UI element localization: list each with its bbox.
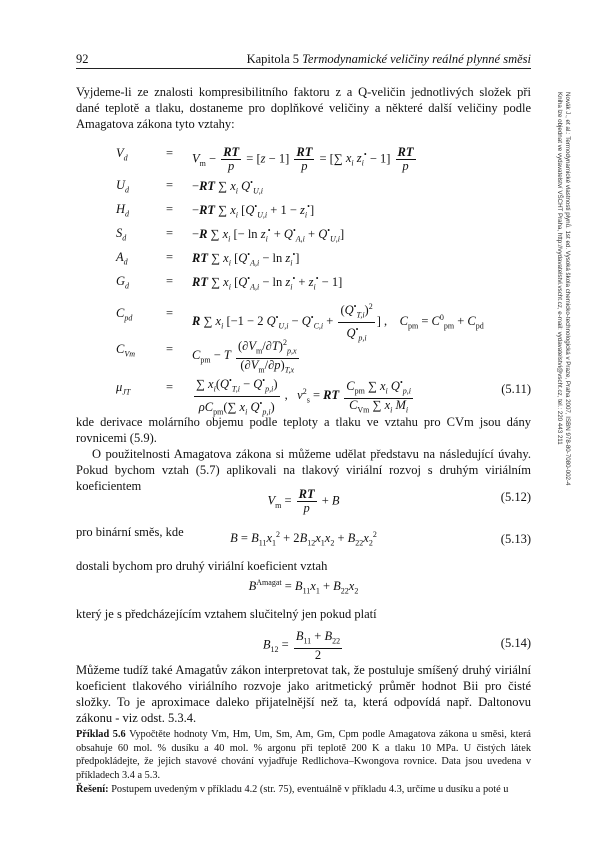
intro-paragraph: Vyjdeme-li ze znalosti kompresibilitního faktoru z a Q-veličin jednotlivých složek při dané teplotě a tlaku, dostaneme pro doplňkové veličiny a některé další veličiny podle Amagatova zákona tyto vztahy: xyxy=(76,85,531,131)
amagat-equation-system xyxy=(76,140,531,440)
citation-line-1: Novák J., et al.: Termodynamické vlastnosti plynů. 1st ed. Vysoká škola chemicko-technologická v Praze, Praha 2007, ISBN 978-80-7080-002-4 xyxy=(564,92,571,486)
eq-hd: $H_d$ = −RT ∑ $x_i$ $[Q^•_{U,i} + 1 - z_i^•]$ xyxy=(116,202,315,220)
eq-sd: $S_d$ = −R ∑ $x_i$ [− $\ln z_i^• + Q^•_{A,i} + Q^•_{U,i}$] xyxy=(116,226,345,244)
eq-vd: $V_d$ = $V_m$ − $\frac{RT}{p}$ = [z − 1] $\frac{RT}{p}$ = [∑ $x_i$ $z_i^• - 1$] $\frac{RT}{p}$ xyxy=(116,145,414,173)
eq-ad: $A_d$ = RT ∑ $x_i$ $[Q^•_{A,i} - \ln z_i^•]$ xyxy=(116,250,300,268)
eq-number-5-14: (5.14) xyxy=(500,636,531,650)
binary-mixture-text: pro binární směs, kde xyxy=(76,525,184,539)
applicability-paragraph: O použitelnosti Amagatova zákona si můžeme udělat představu na následující úvahy. Pokud bychom vztah (5.7) aplikovali na tlakový viriální rozvoj s druhým viriálním koeficientem xyxy=(76,447,531,493)
solution-text: Postupem uvedeným v příkladu 4.2 (str. 75), eventuálně v příkladu 4.3, určíme u dusíku a poté u xyxy=(111,784,509,795)
example-5-6 xyxy=(76,728,531,782)
eq-number-5-12: (5.12) xyxy=(500,490,531,504)
solution-label: Řešení: xyxy=(76,784,109,795)
eq-5-14: $B_{12}$ = $\frac{B_{11} + B_{22}}{2}$ (5.14) xyxy=(262,629,531,662)
eq-5-13: $B = B_{11}x_1^2 + 2B_{12}x_1x_2 + B_{22}x_2^2$ (5.13) xyxy=(230,530,531,548)
solution xyxy=(76,783,531,797)
chapter-heading xyxy=(247,52,531,67)
conclusion-paragraph: Můžeme tudíž také Amagatův zákon interpretovat tak, že postuluje smíšený druhý viriální koeficient tlakového viriálního rozvoje jako aritmetický průměr hodnot Bii pro čisté složky. To je aproximace daleko přijatelnější než ta, která odpovídá např. Daltonovu zákonu - viz odst. 5.3.4. xyxy=(76,663,531,725)
eq-ud: $U_d$ = −RT ∑ $x_i$ $Q^•_{U,i}$ xyxy=(116,178,263,196)
eq-number-5-13: (5.13) xyxy=(500,532,531,546)
page-number: 92 xyxy=(76,52,89,66)
eq-gd: $G_d$ = RT ∑ $x_i$ $[Q^•_{A,i} - \ln z_i^• + z_i^• - 1]$ xyxy=(116,274,343,292)
eq-cvm: $C_{Vm}$ = $C_{pm} - T$ $\frac{(\partial V_m/\partial T)^2_{p,x}}{(\partial V_m/\partial p)_{T,x}}$ xyxy=(116,338,297,375)
eq-number-5-11: (5.11) xyxy=(501,382,531,396)
eq-jt: $\mu_{JT}$ = $\frac{\sum x_i(Q^•_{T,i} - Q^•_{p,i})}{\rho C_{pm}(\sum x_i Q^•_{p,i})}$ , $v^2_s$ = RT $\frac{C_{pm} \sum x_i Q^•_{p,i}}{C_{Vm} \sum x_i M_i}$ (5.11) xyxy=(116,376,531,417)
side-citation xyxy=(557,92,573,712)
running-header xyxy=(76,52,531,69)
eq-5-12: $V_m$ = $\frac{RT}{p}$ + B (5.12) xyxy=(267,487,531,515)
example-label: Příklad 5.6 xyxy=(76,729,126,740)
derivative-note: kde derivace molárního objemu podle teploty a tlaku ve vztahu pro CVm jsou dány rovnicemi (5.9). xyxy=(76,415,531,445)
chapter-label: Kapitola 5 xyxy=(246,52,299,66)
example-text: Vypočtěte hodnoty Vm, Hm, Um, Sm, Am, Gm, Cpm podle Amagatova zákona u směsi, která obsahuje 60 mol. % dusíku a 40 mol. % argonu při teplotě 200 K a tlaku 10 MPa. U čistých látek předpokládejte, že jejich stavové chování vyjadřuje Redlichova–Kwongova rovnice. Data jsou uvedena v příkladech 3.4 a 5.3. xyxy=(76,729,531,781)
chapter-title: Termodynamické veličiny reálné plynné směsi xyxy=(302,52,531,66)
compatibility-text: který je s předcházejícím vztahem slučitelný jen pokud platí xyxy=(76,607,377,621)
eq-cpd: $C_{pd}$ = R ∑ $x_i$ [−1 − 2 $Q^•_{U,i} - Q^•_{C,i}$ + $\frac{(Q^•_{T,i})^2}{Q^•_{p,i}}$ ] , $C_{pm} = C^0_{pm} + C_{pd}$ xyxy=(116,302,484,343)
second-coefficient-text: dostali bychom pro druhý viriální koeficient vztah xyxy=(76,559,328,573)
citation-line-2: Kniha lze objednat ve vydavatelství VŠCHT Praha, http://vydavatelstvi.vscht.cz, e-mail: vydavatelstvi@vscht.cz, tel.: 220 443 211 xyxy=(556,92,563,445)
eq-amagat-b: $B^{Amagat} = B_{11}x_1 + B_{22}x_2$ xyxy=(248,578,359,596)
